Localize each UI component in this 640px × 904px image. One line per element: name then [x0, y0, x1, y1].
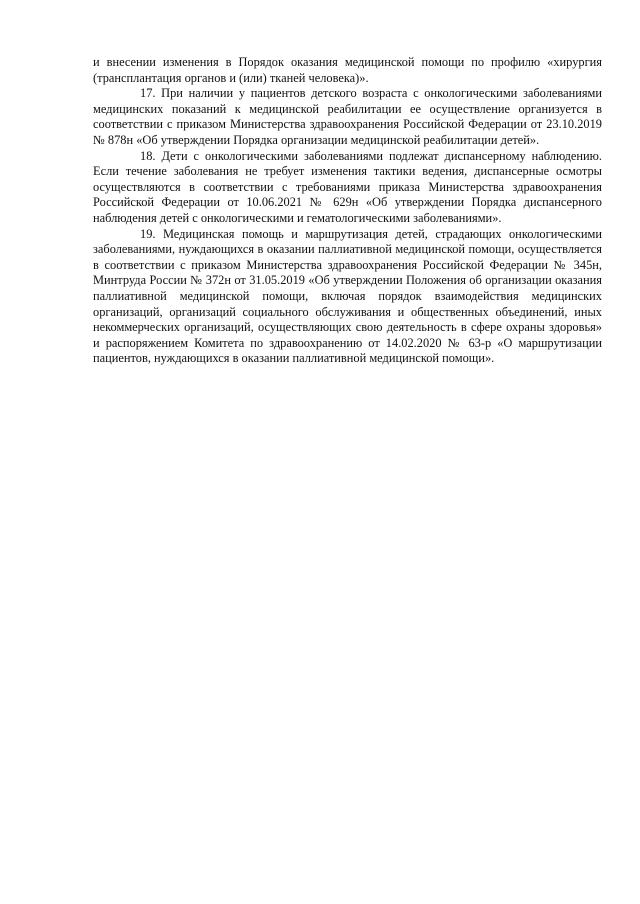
paragraph-19: 19. Медицинская помощь и маршрутизация детей, страдающих онкологическими заболеваниями, нуждающихся в оказании паллиативной медицинской помощи, осуществляется в соответствии с приказом Министерства здравоохранения Российской Федерации № 345н, Минтруда России № 372н от 31.05.2019 «Об утверждении Положения об организации оказания паллиативной медицинской помощи, включая порядок взаимодействия медицинских организаций, организаций социального обслуживания и общественных объединений, иных некоммерческих организаций, осуществляющих свою деятельность в сфере охраны здоровья» и распоряжением Комитета по здравоохранению от 14.02.2020 № 63-р «О маршрутизации пациентов, нуждающихся в оказании паллиативной медицинской помощи».: [93, 226, 602, 366]
paragraph-18: 18. Дети с онкологическими заболеваниями подлежат диспансерному наблюдению. Если течение заболевания не требует изменения тактики ведения, диспансерные осмотры осуществляются в соответствии с требованиями приказа Министерства здравоохранения Российской Федерации от 10.06.2021 № 629н «Об утверждении Порядка диспансерного наблюдения детей с онкологическими и гематологическими заболеваниями».: [93, 148, 602, 225]
paragraph-17: 17. При наличии у пациентов детского возраста с онкологическими заболеваниями медицинских показаний к медицинской реабилитации ее осуществление организуется в соответствии с приказом Министерства здравоохранения Российской Федерации от 23.10.2019 № 878н «Об утверждении Порядка организации медицинской реабилитации детей».: [93, 86, 602, 147]
document-page: [93, 55, 602, 367]
paragraph-continuation: и внесении изменения в Порядок оказания медицинской помощи по профилю «хирургия (трансплантация органов и (или) тканей человека)».: [93, 55, 602, 85]
